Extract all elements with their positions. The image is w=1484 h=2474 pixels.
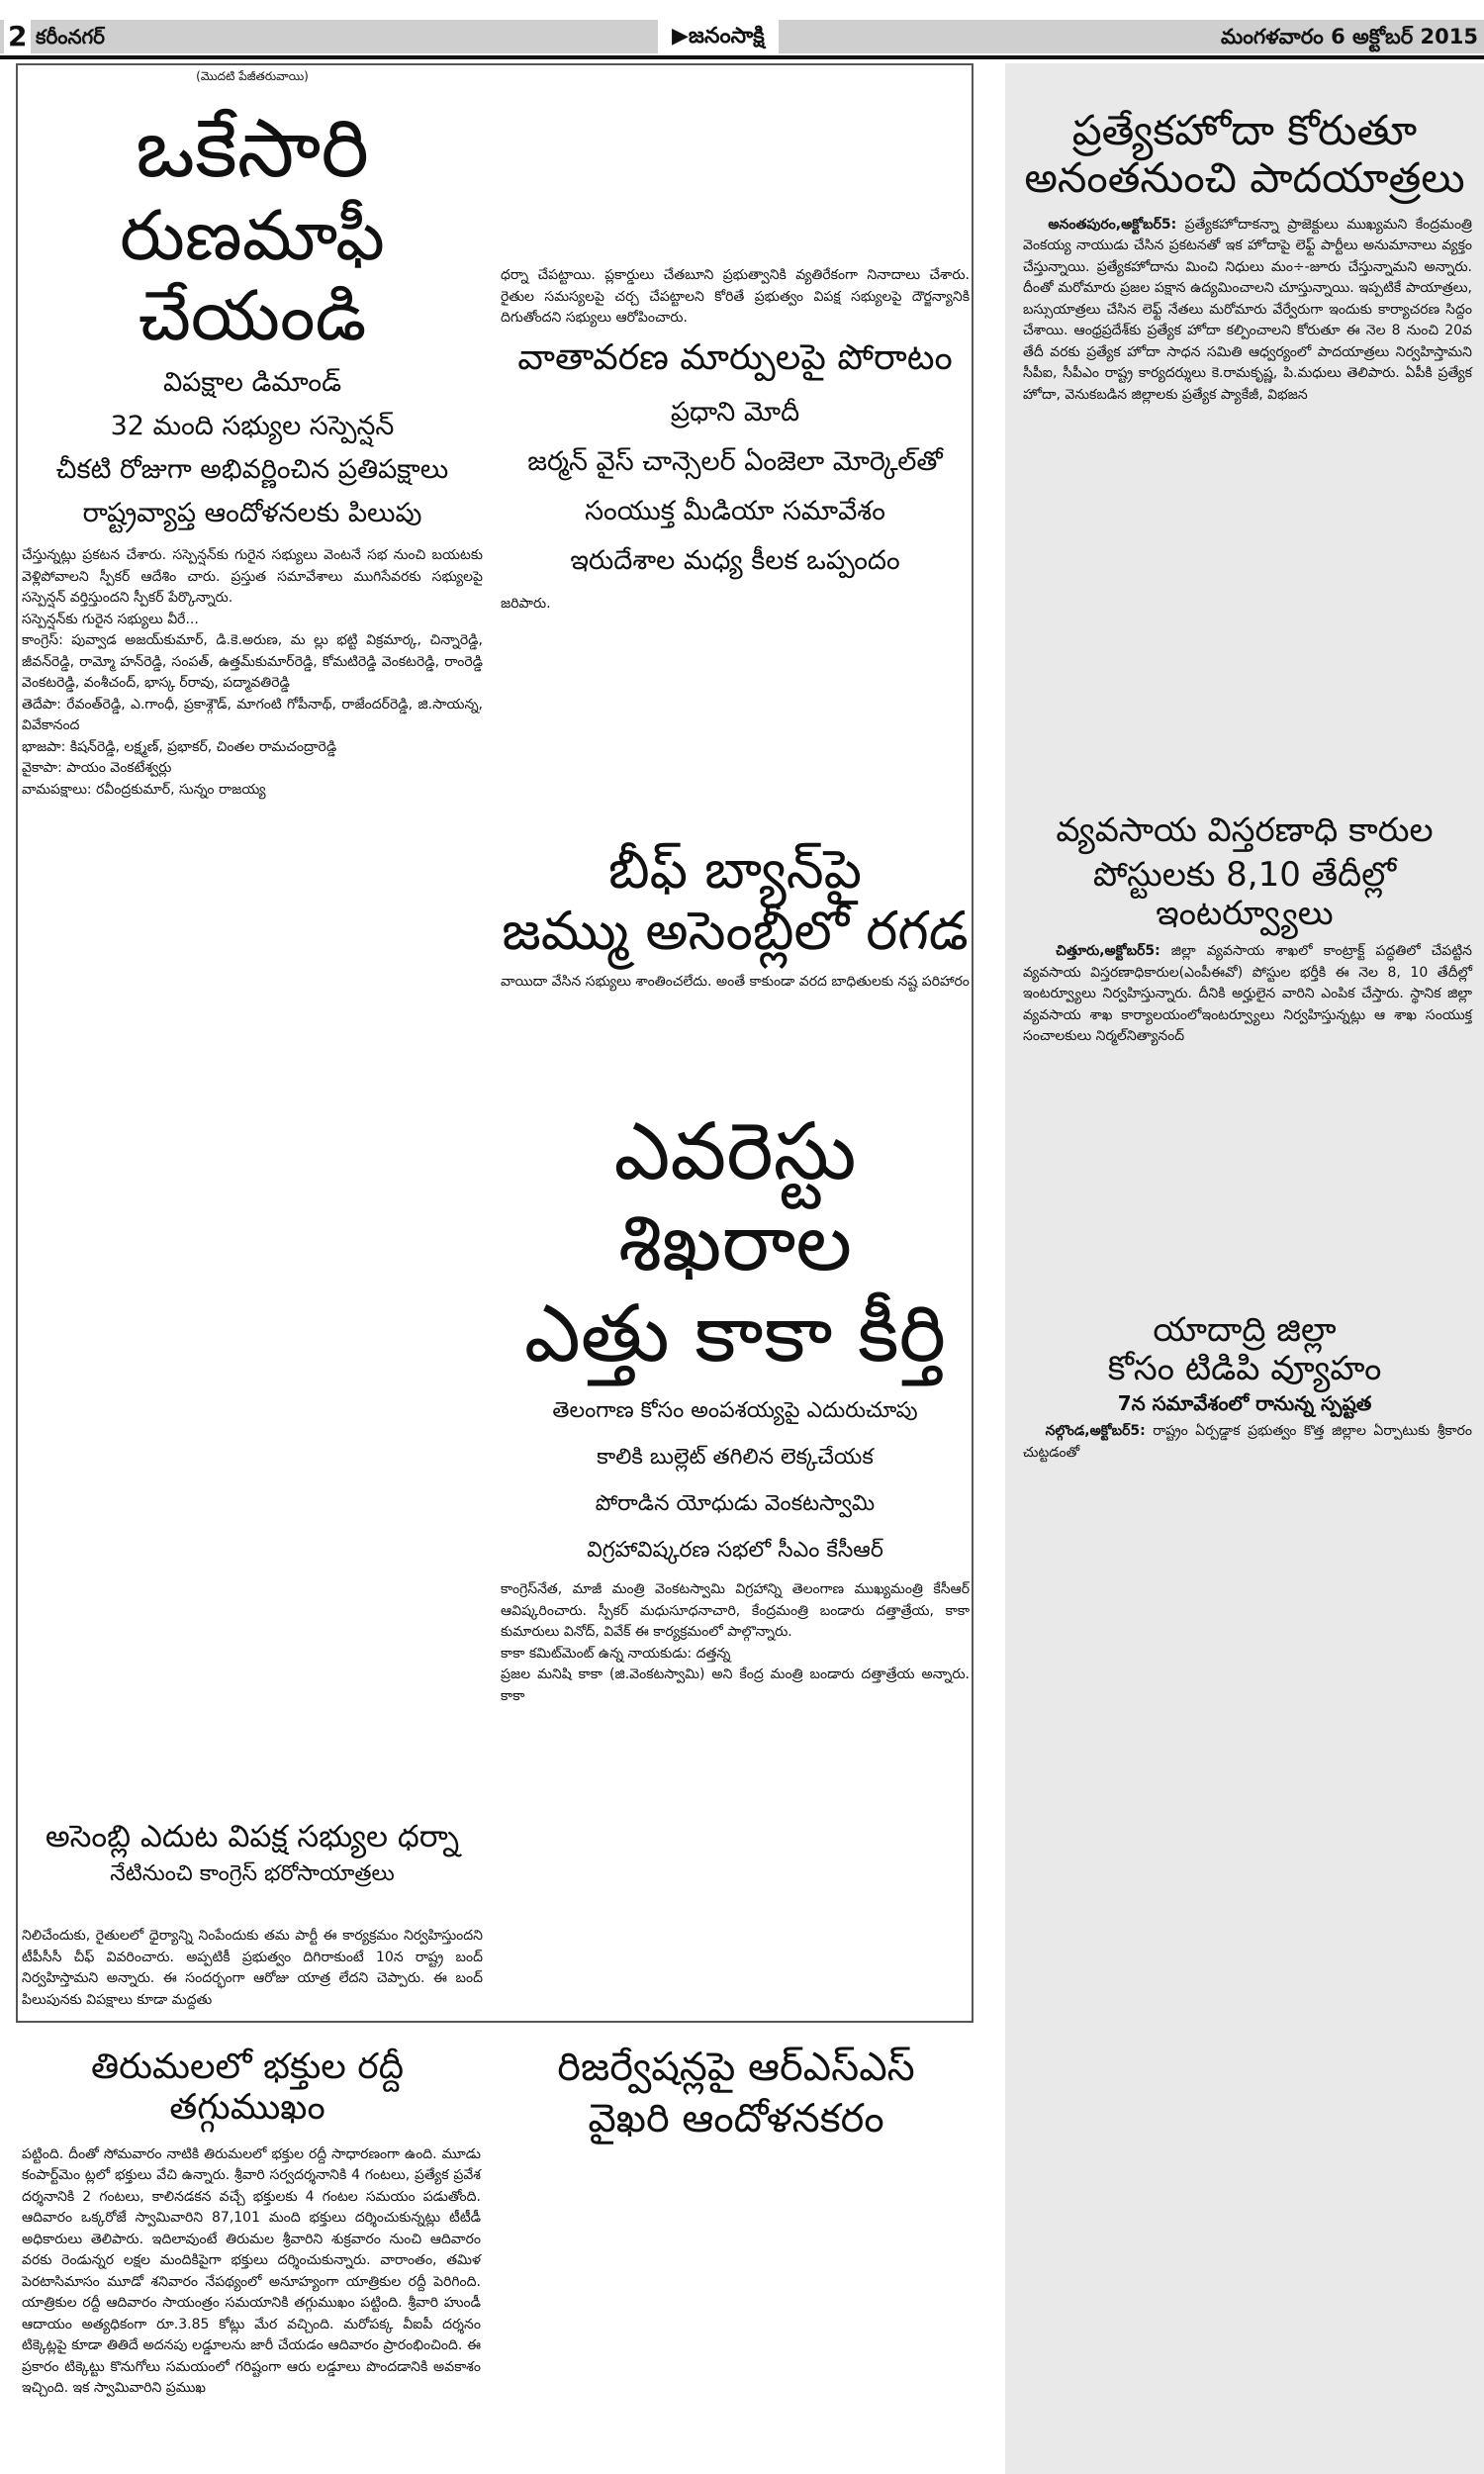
issue-date: మంగళవారం 6 అక్టోబర్ 2015 [1221,25,1478,48]
paragraph [1023,215,1472,407]
headline-line: యాదాద్రి జిల్లా [1153,1310,1337,1350]
headline-line: కోసం టిడిపి వ్యూహం [1107,1349,1382,1389]
paragraph [1023,941,1472,1048]
subhead: రాష్ట్రవ్యాప్త ఆందోళనలకు పిలుపు [82,498,422,529]
story-special-status [1011,107,1478,811]
dateline: చిత్తూరు,అక్టోబర్5: [1056,943,1160,960]
article-body [1023,1421,1472,1464]
story-kaka [501,1106,970,1707]
headline-line: ప్రత్యేకహోదా కోరుతూ [1071,106,1418,154]
left-column [22,67,483,2019]
subhead: ఇరుదేశాల మధ్య కీలక ఒప్పందం [570,544,900,576]
subhead: విపక్షాల డిమాండ్ [162,367,342,399]
paragraph: తెదేపా: రేవంత్‌రెడ్డి, ఎ.గాంధీ, ప్రకాశ్గౌడ్, మాగంటి గోపీనాథ్, రాజేందర్‌రెడ్డి, జి.సాయన్న, వివేకానంద [22,696,483,734]
right-column [1011,107,1478,1464]
paragraph-text: ప్రత్యేకహోదాకన్నా ప్రాజెక్టులు ముఖ్యమని కేంద్రమంత్రి వెంకయ్య నాయుడు చేసిన ప్రకటనతో ఇక హోదాపై లెఫ్ట్ పార్టీలు అనుమానాలు వ్యక్తం చేస్తున్నాయి. ప్రత్యేకహోదాను మించి నిధులు మం÷-జూరు చేస్తున్నామని అన్నారు. దీంతో మరోమారు ప్రజల పక్షాన ఉద్యమించాలని చూస్తున్నాయి. ఇప్పటికే పాయాత్రలు, బస్సుయాత్రలు చేసిన లెఫ్ట్ నేతలు మరోమారు వేర్వేరుగా ఇందుకు కార్యాచరణ సిద్దం చేశాయి. ఆంధ్రప్రదేశ్‌కు ప్రత్యేక హోదా కల్పించాలని కోరుతూ ఈ నెల 8 నుంచి 20వ తేదీ వరకు ప్రత్యేక హోదా సాధన సమితి ఆధ్వర్యంలో పాదయాత్రలు నిర్వహిస్తామని సీపీఐ, సీపీఎం రాష్ట్ర కార్యదర్శులు కె.రామకృష్ణ, పి.మధులు తెలిపారు. ఏపీకి ప్రత్యేక హోదా, వెనుకబడిన జిల్లాలకు ప్రత్యేక ప్యాకేజీ, విభజన [1023,216,1472,403]
story-rss [501,2045,972,2141]
page-header [0,20,1484,53]
story-yadadri [1011,1311,1478,1464]
headline-line: రుణమాఫీ చేయండి [120,195,385,356]
headline-line: ఒకేసారి [136,102,369,196]
paragraph: పట్టింది. దీంతో సోమవారం నాటికి తిరుమలలో భక్తుల రద్దీ సాధారణంగా ఉంది. మూడు కంపార్ట్‌మెం ట్లలో భక్తులు వేచి ఉన్నారు. శ్రీవారి సర్వదర్శనానికి 4 గంటలు, ప్రత్యేక ప్రవేశ దర్శనానికి 2 గంటలు, కాలినడకన వచ్చే భక్తులకు 4 గంటల సమయం పడుతోంది. ఆదివారం ఒక్కరోజే స్వామివారిని 87,101 మంది భక్తులు దర్శించుకున్నట్లు టీటీడీ అధికారులు తెలిపారు. ఇదిలావుంటే తిరుమల శ్రీవారిని శుక్రవారం నుంచి ఆదివారం వరకు రెండున్నర లక్షల మందికిపైగా భక్తులు దర్శించుకున్నారు. వారాంతం, తమిళ పెరటాసిమాసం మూడో శనివారం నేపథ్యంలో అనూహ్యంగా యాత్రికుల రద్దీ పెరిగింది. యాత్రికుల రద్దీ ఆదివారం సాయంత్రం సమయానికి తగ్గుముఖం పట్టింది. శ్రీవారి హుండీ ఆదాయం అత్యధికంగా రూ.3.85 కోట్లు మేర వచ్చింది. మరోపక్క వీఐపీ దర్శనం టిక్కెట్లపై కూడా తితిదే అదనపు లడ్డూలను జారీ చేయడం ఆదివారం ప్రారంభించింది. ఈ ప్రకారం టిక్కెట్టు కొనుగోలు సమయంలో గరిష్టంగా ఆరు లడ్డూలు పొందడానికి అవకాశం ఇచ్చింది. ఇక స్వామివారిని ప్రముఖ [22,2145,481,2397]
continued-kicker: (మొదటి పేజీతరువాయి) [196,69,309,83]
paragraph: ప్రజల మనిషి కాకా (జి.వెంకటస్వామి) అని కేంద్ర మంత్రి బండారు దత్తాత్రేయ అన్నారు. కాకా [501,1666,970,1704]
subhead: పోరాడిన యోధుడు వెంకటస్వామి [595,1491,876,1516]
masthead-logo: ▶జనంసాక్షి [658,20,779,53]
paragraph: చేస్తున్నట్లు ప్రకటన చేశారు. సస్పెన్షన్‌కు గురైన సభ్యులు వెంటనే సభ నుంచి బయటకు వెళ్లిపోవాలని స్పీకర్ ఆదేశిం చారు. ప్రస్తుత సమావేశాలు ముగిసేవరకు సభ్యులపై సస్పెన్షన్ వర్తిస్తుందని స్పీకర్ పేర్కొన్నారు. [22,547,483,607]
article-body [501,1579,970,1707]
headline-line: వైఖరి ఆందోళనకరం [588,2096,884,2141]
page-number: 2 [4,20,31,53]
article-body [501,972,970,994]
middle-column [501,67,970,2019]
subheads [501,1387,970,1573]
paragraph: నిలిచేందుకు, రైతులలో ధైర్యాన్ని నింపేందుకు తమ పార్టీ ఈ కార్యక్రమం నిర్వహిస్తుందని టీపీసీసీ చీఫ్ వివరించారు. అప్పటికీ ప్రభుత్వం దిగిరాకుంటే 10న రాష్ట్ర బంద్ నిర్వహిస్తామని అన్నారు. ఈ సందర్భంగా ఆరోజు యాత్ర లేదని చెప్పారు. ఈ బంద్ పిలుపునకు విపక్షాలు కూడా మద్దతు [22,1928,483,2008]
paragraph-text: జిల్లా వ్యవసాయ శాఖలో కాంట్రాక్ట్ పద్ధతిలో చేపట్టిన వ్యవసాయ విస్తరణాధికారుల(ఎంపీఈవో) పోస్టుల భర్తీకి ఈ నెల 8, 10 తేదీల్లో ఇంటర్వ్యూలు నిర్వహిస్తున్నారు. దీనికి అర్హులైన వారిని ఎంపిక చేస్తారు. స్థానిక జిల్లా వ్యవసాయ శాఖ కార్యాలయంలోఇంటర్వ్యూలు నిర్వహిస్తున్నట్లు ఆ శాఖ సంయుక్త సంచాలకులు నిర్మల్‌నిత్యానంద్ [1023,943,1472,1045]
subhead: ప్రధాని మోదీ [670,396,800,428]
article-body [501,265,970,330]
headline-line: పోస్టులకు 8,10 తేదీల్లో ఇంటర్వ్యూలు [1092,855,1397,934]
story-tirumala [12,2046,483,2400]
subhead: జర్మన్ వైస్ చాన్సెలర్ ఏంజెలా మోర్కెల్‌తో [527,445,943,477]
story-climate [501,265,970,839]
dateline: నల్గొండ,అక్టోబర్5: [1045,1423,1146,1440]
subhead: విగ్రహావిష్కరణ సభలో సీఎం కేసీఆర్ [587,1538,883,1563]
subhead: సంయుక్త మీడియా సమావేశం [585,495,885,526]
section-subhead: నేటినుంచి కాంగ్రెస్ భరోసాయాత్రలు [110,1860,395,1886]
paragraph: సస్పెన్షన్‌కు గురైన సభ్యులు వీరే... [22,611,199,627]
headline: తిరుమలలో భక్తుల రద్దీ తగ్గుముఖం [90,2046,405,2129]
subhead: 32 మంది సభ్యుల సస్పెన్షన్ [110,411,395,442]
story-beef-ban [501,839,970,1106]
article-body [501,594,970,616]
article-body [1023,941,1472,1048]
dateline: అనంతపురం,అక్టోబర్5: [1048,216,1177,233]
paragraph: వాయిదా వేసిన సభ్యులు శాంతించలేదు. అంతే కాకుండా వరద బాధితులకు నష్ట పరిహారం [501,974,970,991]
paragraph: కాకా కమిట్‌మెంట్ ఉన్న నాయకుడు: దత్తన్న [501,1645,731,1662]
paragraph: కాంగ్రెస్‌నేత, మాజీ మంత్రి వెంకటస్వామి విగ్రహాన్ని తెలంగాణ ముఖ్యమంత్రి కేసీఆర్ ఆవిష్కరించారు. స్పీకర్ మధుసూధనాచారి, కేంద్రమంత్రి బండారు దత్తాత్రేయ, కాకా కుమారులు వినోద్, వివేక్ ఈ కార్యక్రమంలో పాల్గొన్నారు. [501,1581,970,1640]
headline: వాతావరణ మార్పులపై పోరాటం [517,336,953,378]
paragraph: భాజపా: కిషన్‌రెడ్డి, లక్ష్మణ్, ప్రభాకర్, చింతల రామచంద్రారెడ్డి [22,738,337,755]
article-body [22,2144,481,2400]
paragraph-text: రాష్ట్రం ఏర్పడ్డాక ప్రభుత్వం కొత్త జిల్లాల ఏర్పాటుకు శ్రీకారం చుట్టడంతో [1023,1423,1472,1461]
paragraph: జరిపారు. [501,595,551,612]
paragraph [1023,1421,1472,1464]
subheads [22,361,483,535]
dharna-section [22,1806,483,2019]
paragraph: వామపక్షాలు: రవీంద్రకుమార్, సున్నం రాజయ్య [22,781,266,798]
paragraph: వైకాపా: పాయం వెంకటేశ్వర్లు [22,760,172,777]
subhead: 7న సమావేశంలో రానున్న స్పష్టత [1117,1391,1372,1416]
story-agri-posts [1011,811,1478,1311]
headline-line: జమ్ము అసెంబ్లీలో రగడ [502,900,969,963]
headline-line: ఎవరెస్టు శిఖరాల [613,1105,857,1288]
column-spacer [501,67,970,265]
article-body [22,545,483,801]
headline-line: వ్యవసాయ విస్తరణాధి కారుల [1056,810,1434,850]
masthead-text: జనంసాక్షి [688,24,765,48]
header-rule [0,55,1484,59]
subhead: కాలికి బుల్లెట్ తగిలిన లెక్కచేయక [597,1445,874,1470]
headline-line: బీఫ్ బ్యాన్‌పై [607,838,863,901]
article-body [22,1926,483,2011]
section-subheadline: అసెంబ్లి ఎదుట విపక్ష సభ్యుల ధర్నా [45,1819,460,1856]
article-body [1023,215,1472,407]
edition-name: కరీంనగర్ [36,25,105,48]
subhead: తెలంగాణ కోసం అంపశయ్యపై ఎదురుచూపు [552,1398,918,1423]
subhead: చీకటి రోజుగా అభివర్ణించిన ప్రతిపక్షాలు [55,454,449,486]
headline-line: రిజర్వేషన్లపై ఆర్ఎస్ఎస్ [557,2045,915,2090]
headline-line: అనంతనుంచి పాదయాత్రలు [1024,153,1465,203]
subheads [501,388,970,586]
paragraph: కాంగ్రెస్: పువ్వాడ అజయ్‌కుమార్, డి.కె.అరుణ, మ ల్లు భట్టి విక్రమార్క, చిన్నారెడ్డి, జీవన్‌రెడ్డి, రామ్మో హన్‌రెడ్డి, సంపత్, ఉత్తమ్‌కుమార్‌రెడ్డి, కోమటిరెడ్డి వెంకటరెడ్డి, రాంరెడ్డి వెంకటరెడ్డి, వంశీచంద్, భాస్క ర్‌రావు, పద్మావతిరెడ్డి [22,632,483,692]
paragraph: ధర్నా చేపట్టాయి. ప్లకార్డులు చేతబూని ప్రభుత్వానికి వ్యతిరేకంగా నినాదాలు చేశారు. రైతుల సమస్యలపై చర్చ చేపట్టాలని కోరితే ప్రభుత్వం విపక్ష సభ్యులపై దౌర్జన్యానికి దిగుతోందని సభ్యులు ఆరోపించారు. [501,267,970,326]
headline-line: ఎత్తు కాకా కీర్తి [523,1287,947,1380]
